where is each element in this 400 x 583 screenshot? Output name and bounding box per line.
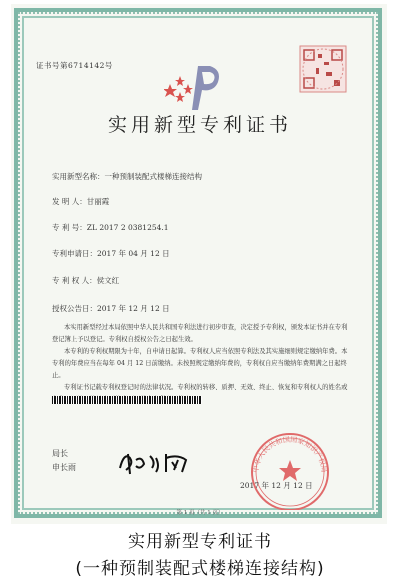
field-value: 一种预制装配式楼梯连接结构 bbox=[104, 172, 202, 181]
body-paragraph: 本专利的专利权期限为十年，自申请日起算。专利权人应当依照专利法及其实施细则规定缴纳年费。本专利的年费应当在每年 04 月 12 日前缴纳。未按照规定缴纳年费的，专利权自应当缴纳年费期满之日起终止。 bbox=[52, 348, 348, 379]
field-label: 专利申请日： bbox=[52, 249, 97, 258]
field-value: ZL 2017 2 0381254.1 bbox=[86, 223, 169, 232]
field-label: 专 利 号： bbox=[52, 223, 87, 232]
page-number: 第 1 页（共 1 页） bbox=[176, 510, 224, 516]
caption-title: 实用新型专利证书 bbox=[128, 532, 272, 552]
director-signature bbox=[116, 448, 196, 476]
director-name: 申长雨 bbox=[52, 463, 76, 472]
body-paragraph: 专利证书记载专利权登记时的法律状况。专利权的转移、质押、无效、终止、恢复和专利权人的姓名或 bbox=[64, 384, 348, 391]
field-label: 授权公告日： bbox=[52, 304, 97, 313]
seal-text: 中华人民共和国国家知识产权局 bbox=[251, 435, 329, 474]
seal-date: 2017 年 12 月 12 日 bbox=[240, 481, 313, 490]
field-value: 侯文红 bbox=[96, 276, 120, 285]
certificate-number: 证书号第6714142号 bbox=[36, 61, 113, 70]
qr-code-stamp bbox=[296, 42, 350, 96]
field-value: 甘丽霞 bbox=[86, 197, 110, 206]
field-label: 专 利 权 人： bbox=[52, 276, 97, 285]
field-value: 2017 年 12 月 12 日 bbox=[97, 304, 170, 313]
field-patentee bbox=[52, 275, 119, 286]
field-value: 2017 年 04 月 12 日 bbox=[97, 249, 170, 258]
field-label: 实用新型名称： bbox=[52, 172, 105, 181]
barcode bbox=[52, 396, 202, 404]
caption-subtitle: (一种预制装配式楼梯连接结构) bbox=[75, 559, 325, 579]
field-patent-number bbox=[52, 222, 169, 233]
official-seal bbox=[230, 424, 350, 510]
director-title: 局长 bbox=[52, 449, 68, 458]
field-inventor bbox=[52, 196, 109, 207]
body-paragraph: 本实用新型经过本局依照中华人民共和国专利法进行初步审查，决定授予专利权，颁发本证书并在专利登记簿上予以登记。专利权自授权公告之日起生效。 bbox=[52, 324, 348, 343]
field-utility-model-name bbox=[52, 171, 202, 182]
field-grant-date bbox=[52, 303, 170, 314]
field-application-date bbox=[52, 248, 170, 259]
field-label: 发 明 人： bbox=[52, 197, 87, 206]
patent-office-emblem bbox=[164, 62, 232, 112]
certificate-title: 实用新型专利证书 bbox=[107, 114, 292, 136]
